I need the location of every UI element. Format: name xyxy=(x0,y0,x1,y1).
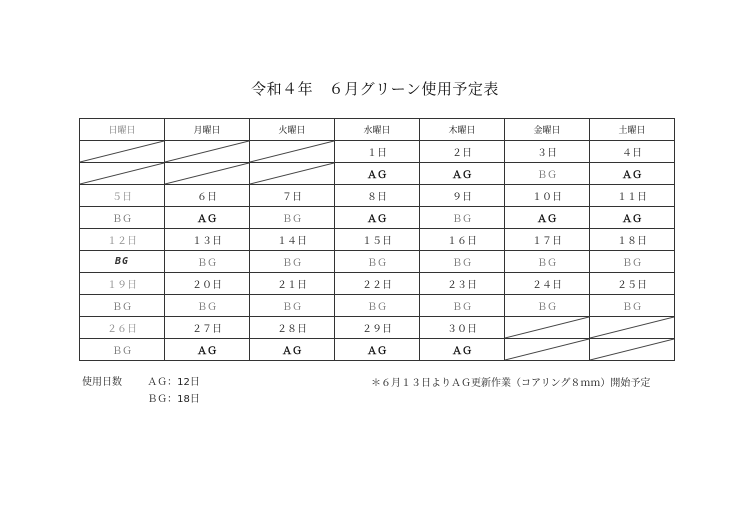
date-cell: ２５日 xyxy=(590,273,675,295)
empty-cell xyxy=(250,141,335,163)
date-cell: ２１日 xyxy=(250,273,335,295)
date-cell: １１日 xyxy=(590,185,675,207)
weekday-header: 火曜日 xyxy=(250,119,335,141)
empty-cell xyxy=(590,339,675,361)
date-cell: ２９日 xyxy=(335,317,420,339)
bg-cell: ＢＧ xyxy=(420,251,505,273)
bg-cell: ＢＧ xyxy=(250,251,335,273)
date-row xyxy=(80,273,675,295)
weekday-header: 木曜日 xyxy=(420,119,505,141)
date-cell: ４日 xyxy=(590,141,675,163)
empty-cell xyxy=(505,317,590,339)
bg-cell: ＢＧ xyxy=(590,251,675,273)
usage-summary xyxy=(82,374,200,408)
bg-cell: ＢＧ xyxy=(250,295,335,317)
ag-cell: ＡＧ xyxy=(590,163,675,185)
bg-cell: ＢＧ xyxy=(335,295,420,317)
empty-cell-slash xyxy=(80,163,164,184)
date-cell: ３０日 xyxy=(420,317,505,339)
green-row xyxy=(80,251,675,273)
date-row xyxy=(80,141,675,163)
ag-cell: ＡＧ xyxy=(335,163,420,185)
handwritten-green-cell: BG xyxy=(80,251,165,273)
date-cell: １５日 xyxy=(335,229,420,251)
empty-cell-slash xyxy=(165,163,249,184)
empty-cell xyxy=(80,141,165,163)
empty-cell xyxy=(165,141,250,163)
bg-cell: ＢＧ xyxy=(590,295,675,317)
empty-cell-slash xyxy=(80,141,164,162)
empty-cell-slash xyxy=(165,141,249,162)
bg-cell: ＢＧ xyxy=(505,295,590,317)
ag-cell: ＡＧ xyxy=(250,339,335,361)
date-row xyxy=(80,317,675,339)
empty-cell xyxy=(505,339,590,361)
empty-cell-slash xyxy=(250,141,334,162)
date-cell: ２４日 xyxy=(505,273,590,295)
empty-cell-slash xyxy=(590,317,674,338)
date-cell: ２７日 xyxy=(165,317,250,339)
weekday-header: 水曜日 xyxy=(335,119,420,141)
bg-cell: ＢＧ xyxy=(80,207,165,229)
green-row xyxy=(80,295,675,317)
bg-cell: ＢＧ xyxy=(250,207,335,229)
empty-cell xyxy=(165,163,250,185)
maintenance-note: ＊６月１３日よりＡＧ更新作業（コアリング８ｍｍ）開始予定 xyxy=(371,378,651,389)
green-row xyxy=(80,207,675,229)
schedule-body xyxy=(80,141,675,361)
bg-cell: ＢＧ xyxy=(335,251,420,273)
date-cell: １８日 xyxy=(590,229,675,251)
green-row xyxy=(80,163,675,185)
ag-cell: ＡＧ xyxy=(505,207,590,229)
date-cell: １９日 xyxy=(80,273,165,295)
ag-cell: ＡＧ xyxy=(335,207,420,229)
date-cell: ２２日 xyxy=(335,273,420,295)
date-cell: ７日 xyxy=(250,185,335,207)
date-cell: １３日 xyxy=(165,229,250,251)
ag-cell: ＡＧ xyxy=(420,163,505,185)
date-cell: ２８日 xyxy=(250,317,335,339)
date-cell: ２日 xyxy=(420,141,505,163)
ag-cell: ＡＧ xyxy=(420,339,505,361)
empty-cell-slash xyxy=(250,163,334,184)
empty-cell-slash xyxy=(590,339,674,360)
empty-cell xyxy=(590,317,675,339)
date-cell: １０日 xyxy=(505,185,590,207)
weekday-header: 日曜日 xyxy=(80,119,165,141)
date-cell: １６日 xyxy=(420,229,505,251)
weekday-header: 月曜日 xyxy=(165,119,250,141)
bg-cell: ＢＧ xyxy=(80,295,165,317)
date-cell: ２６日 xyxy=(80,317,165,339)
date-cell: １７日 xyxy=(505,229,590,251)
empty-cell-slash xyxy=(505,317,589,338)
green-row xyxy=(80,339,675,361)
ag-cell: ＡＧ xyxy=(165,339,250,361)
date-cell: ９日 xyxy=(420,185,505,207)
bg-cell: ＢＧ xyxy=(420,207,505,229)
date-cell: １４日 xyxy=(250,229,335,251)
weekday-header-row xyxy=(80,119,675,141)
date-cell: １日 xyxy=(335,141,420,163)
date-cell: ３日 xyxy=(505,141,590,163)
empty-cell-slash xyxy=(505,339,589,360)
date-cell: ６日 xyxy=(165,185,250,207)
ag-cell: ＡＧ xyxy=(335,339,420,361)
bg-cell: ＢＧ xyxy=(505,163,590,185)
date-cell: ２３日 xyxy=(420,273,505,295)
bg-cell: ＢＧ xyxy=(165,251,250,273)
date-row xyxy=(80,185,675,207)
ag-count: ＡＧ：12日 xyxy=(147,377,200,388)
weekday-header: 金曜日 xyxy=(505,119,590,141)
date-row xyxy=(80,229,675,251)
bg-cell: ＢＧ xyxy=(505,251,590,273)
bg-count: ＢＧ：18日 xyxy=(147,394,200,405)
date-cell: １２日 xyxy=(80,229,165,251)
ag-cell: ＡＧ xyxy=(165,207,250,229)
weekday-header: 土曜日 xyxy=(590,119,675,141)
empty-cell xyxy=(80,163,165,185)
usage-days-label: 使用日数 xyxy=(82,377,122,388)
date-cell: ８日 xyxy=(335,185,420,207)
date-cell: ２０日 xyxy=(165,273,250,295)
page-title: 令和４年 ６月グリーン使用予定表 xyxy=(251,80,499,98)
date-cell: ５日 xyxy=(80,185,165,207)
bg-cell: ＢＧ xyxy=(80,339,165,361)
ag-cell: ＡＧ xyxy=(590,207,675,229)
schedule-table xyxy=(79,118,675,361)
empty-cell xyxy=(250,163,335,185)
bg-cell: ＢＧ xyxy=(420,295,505,317)
bg-cell: ＢＧ xyxy=(165,295,250,317)
